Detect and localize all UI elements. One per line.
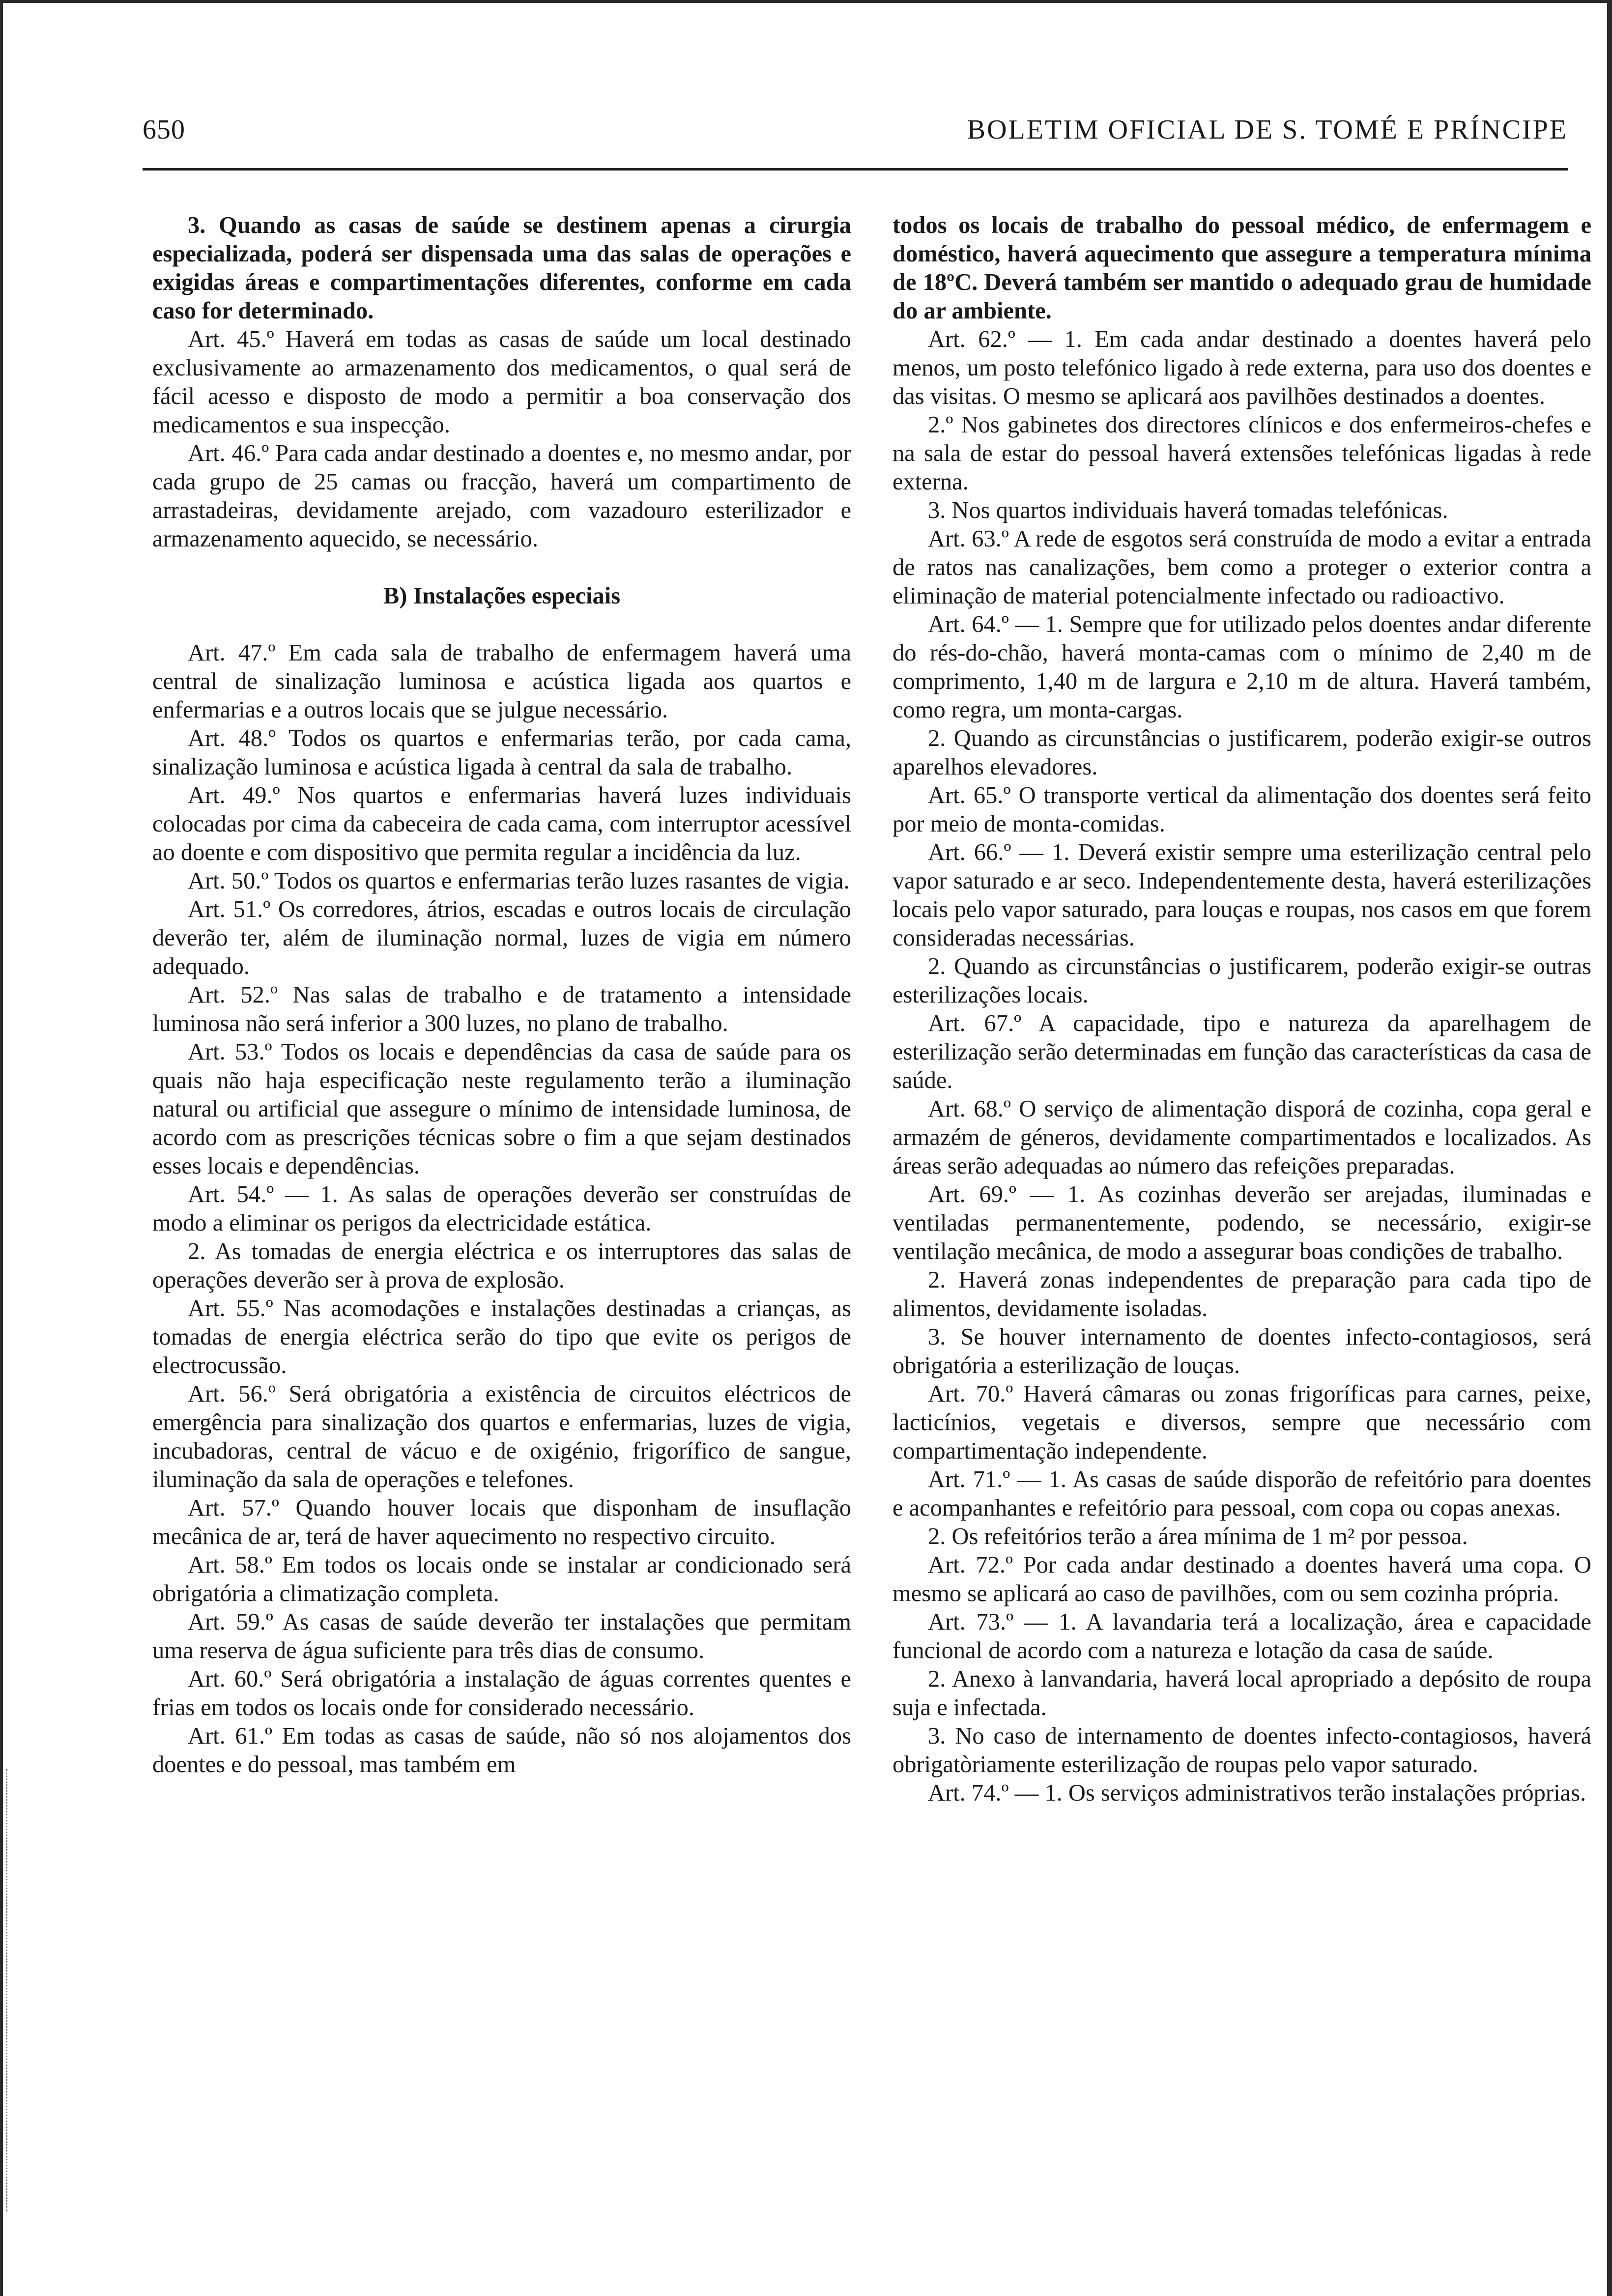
paragraph: todos os locais de trabalho do pessoal médico, de enfermagem e doméstico, haverá aquecimento que assegure a temperatura mínima de 18ºC. Deverá também ser mantido o adequado grau de humidade do ar ambiente. (892, 212, 1591, 324)
paragraph: Art. 60.º Será obrigatória a instalação de águas correntes quentes e frias em todos os locais onde for considerado necessário. (152, 1666, 851, 1721)
running-title: BOLETIM OFICIAL DE S. TOMÉ E PRÍNCIPE (967, 115, 1568, 145)
section-heading: B) Instalações especiais (383, 583, 621, 609)
paragraph: Art. 68.º O serviço de alimentação disporá de cozinha, copa geral e armazém de géneros, devidamente compartimentados e localizados. As áreas serão adequadas ao número das refeições preparadas. (892, 1096, 1591, 1179)
paragraph: 3. Quando as casas de saúde se destinem apenas a cirurgia especializada, poderá ser dispensada uma das salas de operações e exigidas áreas e compartimentações diferentes, conforme em cada caso for determinado. (152, 212, 851, 324)
paragraph: Art. 71.º — 1. As casas de saúde disporão de refeitório para doentes e acompanhantes e refeitório para pessoal, com copa ou copas anexas. (892, 1466, 1591, 1521)
paragraph: Art. 55.º Nas acomodações e instalações destinadas a crianças, as tomadas de energia eléctrica serão do tipo que evite os perigos de electrocussão. (152, 1295, 851, 1378)
scan-border-right (1607, 0, 1612, 2296)
paragraph: 2. As tomadas de energia eléctrica e os interruptores das salas de operações deverão ser à prova de explosão. (152, 1238, 851, 1293)
paragraph: Art. 74.º — 1. Os serviços administrativos terão instalações próprias. (928, 1780, 1586, 1806)
paragraph: Art. 53.º Todos os locais e dependências da casa de saúde para os quais não haja especificação neste regulamento terão a iluminação natural ou artificial que assegure o mínimo de intensidade luminosa, de acordo com as prescrições técnicas sobre o fim a que sejam destinados esses locais e dependências. (152, 1039, 851, 1179)
paragraph: Art. 54.º — 1. As salas de operações deverão ser construídas de modo a eliminar os perigos da electricidade estática. (152, 1181, 851, 1236)
page-header (143, 114, 1568, 153)
paragraph: Art. 62.º — 1. Em cada andar destinado a doentes haverá pelo menos, um posto telefónico ligado à rede externa, para uso dos doentes e das visitas. O mesmo se aplicará aos pavilhões destinados a doentes. (892, 326, 1591, 409)
paragraph: Art. 45.º Haverá em todas as casas de saúde um local destinado exclusivamente ao armazenamento dos medicamentos, o qual será de fácil acesso e disposto de modo a permitir a boa conservação dos medicamentos e sua inspecção. (152, 326, 851, 438)
paragraph: 3. Nos quartos individuais haverá tomadas telefónicas. (928, 497, 1448, 523)
paragraph: Art. 51.º Os corredores, átrios, escadas e outros locais de circulação deverão ter, além de iluminação normal, luzes de vigia em número adequado. (152, 896, 851, 979)
paragraph: Art. 49.º Nos quartos e enfermarias haverá luzes individuais colocadas por cima da cabeceira de cada cama, com interruptor acessível ao doente e com dispositivo que permita regular a incidência da luz. (152, 782, 851, 865)
paragraph: 2. Haverá zonas independentes de preparação para cada tipo de alimentos, devidamente isoladas. (892, 1267, 1591, 1321)
paragraph: Art. 58.º Em todos os locais onde se instalar ar condicionado será obrigatória a climatização completa. (152, 1552, 851, 1607)
paragraph: Art. 52.º Nas salas de trabalho e de tratamento a intensidade luminosa não será inferior a 300 luzes, no plano de trabalho. (152, 982, 851, 1036)
paragraph: Art. 59.º As casas de saúde deverão ter instalações que permitam uma reserva de água suficiente para três dias de consumo. (152, 1609, 851, 1664)
right-column (892, 211, 1591, 1808)
paragraph: 2. Anexo à lanvandaria, haverá local apropriado a depósito de roupa suja e infectada. (892, 1666, 1591, 1721)
paragraph: Art. 48.º Todos os quartos e enfermarias terão, por cada cama, sinalização luminosa e acústica ligada à central da sala de trabalho. (152, 725, 851, 780)
paragraph: 3. Se houver internamento de doentes infecto-contagiosos, será obrigatória a esterilização de louças. (892, 1324, 1591, 1378)
page-number: 650 (143, 115, 185, 145)
paragraph: Art. 47.º Em cada sala de trabalho de enfermagem haverá uma central de sinalização luminosa e acústica ligada aos quartos e enfermarias e a outros locais que se julgue necessário. (152, 640, 851, 723)
paragraph: Art. 65.º O transporte vertical da alimentação dos doentes será feito por meio de monta-comidas. (892, 782, 1591, 837)
scan-border-top (0, 0, 1612, 3)
paragraph: 2. Os refeitórios terão a área mínima de 1 m² por pessoa. (928, 1523, 1468, 1550)
paragraph: Art. 67.º A capacidade, tipo e natureza da aparelhagem de esterilização serão determinadas em função das características da casa de saúde. (892, 1010, 1591, 1093)
paragraph: 2.º Nos gabinetes dos directores clínicos e dos enfermeiros-chefes e na sala de estar do pessoal haverá extensões telefónicas ligadas à rede externa. (892, 412, 1591, 495)
paragraph: Art. 56.º Será obrigatória a existência de circuitos eléctricos de emergência para sinalização dos quartos e enfermarias, luzes de vigia, incubadoras, central de vácuo e de oxigénio, frigorífico de sangue, iluminação da sala de operações e telefones. (152, 1381, 851, 1492)
header-rule (143, 168, 1568, 171)
paragraph: Art. 46.º Para cada andar destinado a doentes e, no mesmo andar, por cada grupo de 25 camas ou fracção, haverá um compartimento de arrastadeiras, devidamente arejado, com vazadouro esterilizador e armazenamento aquecido, se necessário. (152, 440, 851, 552)
paragraph: Art. 73.º — 1. A lavandaria terá a localização, área e capacidade funcional de acordo com a natureza e lotação da casa de saúde. (892, 1609, 1591, 1664)
paragraph: Art. 50.º Todos os quartos e enfermarias terão luzes rasantes de vigia. (188, 868, 850, 894)
left-column (152, 211, 851, 1779)
paragraph: Art. 64.º — 1. Sempre que for utilizado pelos doentes andar diferente do rés-do-chão, haverá monta-camas com o mínimo de 2,40 m de comprimento, 1,40 m de largura e 2,10 m de altura. Haverá também, como regra, um monta-cargas. (892, 611, 1591, 723)
paragraph: 3. No caso de internamento de doentes infecto-contagiosos, haverá obrigatòriamente esterilização de roupas pelo vapor saturado. (892, 1723, 1591, 1778)
paragraph: Art. 61.º Em todas as casas de saúde, não só nos alojamentos dos doentes e do pessoal, mas também em (152, 1723, 851, 1778)
paragraph: Art. 70.º Haverá câmaras ou zonas frigoríficas para carnes, peixe, lacticínios, vegetais e diversos, sempre que necessário com compartimentação independente. (892, 1381, 1591, 1464)
paragraph: Art. 63.º A rede de esgotos será construída de modo a evitar a entrada de ratos nas canalizações, bem como a proteger o exterior contra a eliminação de material potencialmente infectado ou radioactivo. (892, 526, 1591, 609)
scan-border-left (0, 0, 3, 2296)
paragraph: Art. 72.º Por cada andar destinado a doentes haverá uma copa. O mesmo se aplicará ao caso de pavilhões, com ou sem cozinha própria. (892, 1552, 1591, 1607)
paragraph: 2. Quando as circunstâncias o justificarem, poderão exigir-se outras esterilizações locais. (892, 953, 1591, 1008)
binding-marks (6, 1769, 11, 2211)
paragraph: Art. 69.º — 1. As cozinhas deverão ser arejadas, iluminadas e ventiladas permanentemente, podendo, se necessário, exigir-se ventilação mecânica, de modo a assegurar boas condições de trabalho. (892, 1181, 1591, 1264)
paragraph: Art. 66.º — 1. Deverá existir sempre uma esterilização central pelo vapor saturado e ar seco. Independentemente desta, haverá esterilizações locais pelo vapor saturado, para louças e roupas, nos casos em que forem consideradas necessárias. (892, 839, 1591, 951)
paragraph: 2. Quando as circunstâncias o justificarem, poderão exigir-se outros aparelhos elevadores. (892, 725, 1591, 780)
paragraph: Art. 57.º Quando houver locais que disponham de insuflação mecânica de ar, terá de haver aquecimento no respectivo circuito. (152, 1495, 851, 1550)
